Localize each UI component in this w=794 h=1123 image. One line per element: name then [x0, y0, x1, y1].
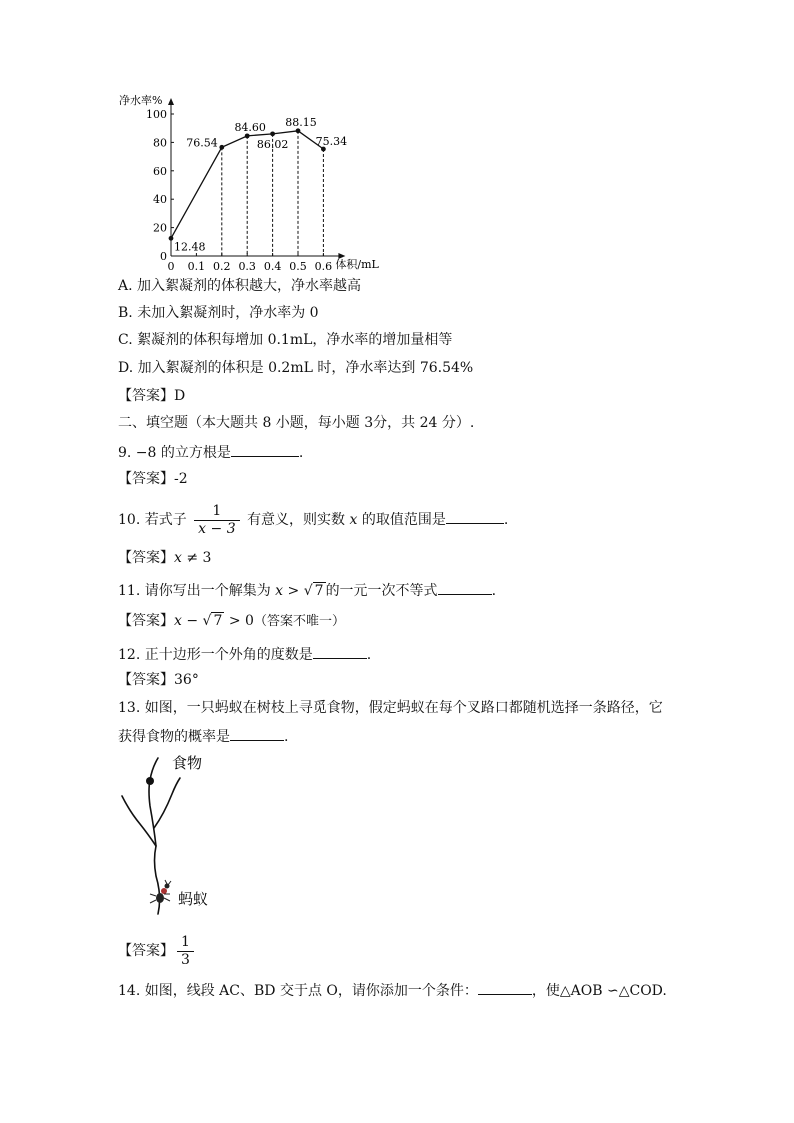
y-tick-label: 100 — [146, 108, 167, 121]
answer-value: -2 — [174, 471, 188, 487]
water-rate-chart — [110, 90, 400, 275]
answer-q12: 【答案】36° — [118, 672, 199, 688]
data-label: 76.54 — [186, 136, 218, 150]
answer-tag: 【答案】 — [118, 613, 174, 629]
left-branch — [122, 796, 156, 846]
y-axis-label: 净水率% — [119, 94, 163, 107]
ant-icon — [150, 880, 171, 903]
answer-blank — [438, 580, 492, 595]
answer-tag: 【答案】 — [118, 672, 174, 688]
data-point — [169, 236, 174, 241]
data-point — [270, 131, 275, 136]
food-branch — [150, 758, 158, 780]
answer-tag: 【答案】 — [118, 943, 174, 959]
right-branch — [154, 778, 180, 828]
x-tick-label: 0.2 — [213, 260, 231, 273]
data-point — [245, 133, 250, 138]
answer-q8 — [118, 386, 185, 406]
tree-figure — [110, 748, 250, 920]
question-14: 14. 如图，线段 AC、BD 交于点 O，请你添加一个条件： ，使△AOB ∽△COD. — [118, 980, 667, 1001]
option-d: D. 加入絮凝剂的体积是 0.2mL 时，净水率达到 76.54% — [118, 360, 474, 376]
data-label: 12.48 — [174, 240, 206, 254]
answer-value: D — [174, 388, 186, 404]
fraction: $\frac{1}{x - 3}$ — [194, 503, 239, 538]
section2-heading: 二、填空题（本大题共 8 小题，每小题 3分，共 24 分）. — [118, 415, 475, 431]
data-point — [219, 145, 224, 150]
x-axis-label: 体积/mL — [335, 258, 379, 271]
sqrt: √ 7 — [303, 583, 324, 599]
answer-q10: 【答案】x ≠ 3 — [118, 550, 212, 566]
data-label: 84.60 — [234, 120, 266, 134]
data-label: 86.02 — [256, 137, 289, 151]
answer-blank — [231, 442, 299, 457]
question-9: 9. −8 的立方根是 . — [118, 442, 303, 463]
answer-q11: 【答案】x − √ 7 > 0（答案不唯一） — [118, 613, 345, 629]
x-tick-label: 0.6 — [314, 260, 333, 273]
y-tick-label: 80 — [153, 136, 167, 150]
question-11: 11. 请你写出一个解集为 x > √ 7 的一元一次不等式 . — [118, 580, 496, 601]
x-tick-label: 0.1 — [187, 260, 206, 273]
fraction: $\frac{1}{3}$ — [177, 934, 194, 969]
answer-tag: 【答案】 — [118, 388, 174, 404]
answer-tag: 【答案】 — [118, 550, 174, 566]
option-a: A. 加入絮凝剂的体积越大，净水率越高 — [118, 278, 362, 294]
option-c: C. 絮凝剂的体积每增加 0.1mL，净水率的增加量相等 — [118, 332, 453, 348]
question-10: 10. 若式子 $\frac{1}{x - 3}$ 有意义，则实数 x 的取值范围是 . — [118, 502, 509, 537]
answer-blank — [230, 726, 284, 741]
question-13-line2: 获得食物的概率是 . — [118, 726, 288, 747]
answer-blank — [478, 980, 532, 995]
x-tick-label: 0.3 — [238, 260, 256, 273]
y-tick-label: 40 — [153, 193, 167, 207]
x-tick-label: 0 — [167, 260, 175, 273]
answer-blank — [446, 509, 504, 524]
answer-tag: 【答案】 — [118, 471, 174, 487]
data-label: 75.34 — [315, 135, 348, 149]
option-b: B. 未加入絮凝剂时，净水率为 0 — [118, 305, 319, 321]
food-label: 食物 — [172, 754, 203, 772]
y-tick-label: 60 — [153, 164, 167, 178]
data-point — [296, 128, 301, 133]
data-label: 88.15 — [285, 115, 317, 129]
y-axis-arrow — [168, 98, 174, 105]
ant-label: 蚂蚁 — [178, 890, 209, 908]
answer-blank — [313, 644, 367, 659]
answer-q9 — [118, 469, 188, 489]
y-tick-label: 20 — [153, 221, 167, 235]
answer-q13 — [118, 930, 197, 972]
question-12: 12. 正十边形一个外角的度数是 . — [118, 644, 371, 665]
x-tick-label: 0.5 — [289, 260, 307, 273]
food-dot — [146, 777, 154, 785]
x-tick-label: 0.4 — [263, 260, 282, 273]
y-zero-label: 0 — [160, 250, 167, 263]
question-13-line1: 13. 如图，一只蚂蚁在树枝上寻觅食物，假定蚂蚁在每个叉路口都随机选择一条路径，它 — [118, 700, 663, 716]
